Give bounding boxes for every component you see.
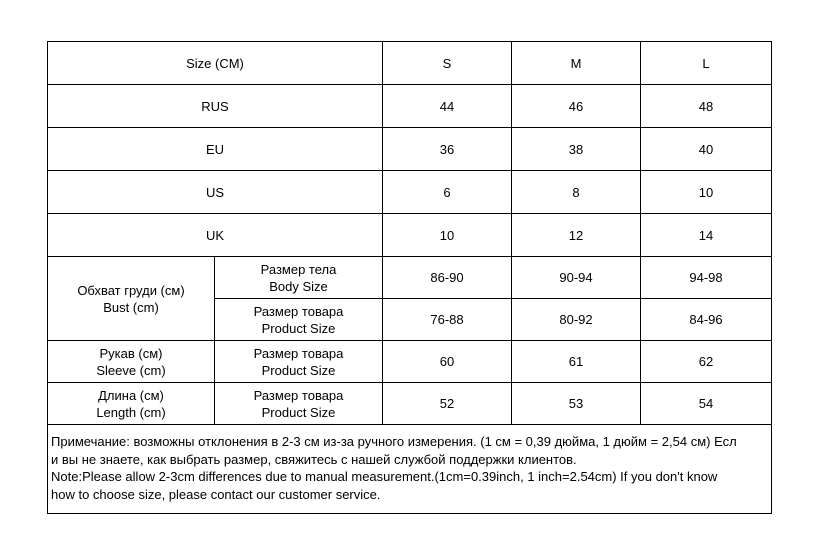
table-row-bust-body (48, 257, 772, 299)
length-label-en: Length (cm) (96, 404, 166, 420)
cell-eu-l: 40 (641, 128, 772, 171)
cell-eu-m: 38 (512, 128, 641, 171)
cell-rus-m: 46 (512, 85, 641, 128)
sleeve-product-size-label (215, 341, 383, 383)
cell-bust-body-l: 94-98 (641, 257, 772, 299)
cell-rus-s: 44 (383, 85, 512, 128)
row-label-eu: EU (48, 128, 383, 171)
cell-eu-s: 36 (383, 128, 512, 171)
cell-bust-body-s: 86-90 (383, 257, 512, 299)
table-row-eu (48, 128, 772, 171)
table-row-note (48, 425, 772, 514)
size-chart-table (47, 41, 772, 514)
sub-label-ru: Размер товара (253, 303, 344, 319)
cell-sleeve-l: 62 (641, 341, 772, 383)
sleeve-label (48, 341, 215, 383)
bust-product-size-label (215, 299, 383, 341)
note-line-3: Note:Please allow 2-3cm differences due to manual measurement.(1cm=0.39inch, 1 inch=2.54cm) If you don't know (51, 469, 718, 484)
cell-rus-l: 48 (641, 85, 772, 128)
bust-label-en: Bust (cm) (103, 299, 159, 315)
cell-us-m: 8 (512, 171, 641, 214)
table-row-rus (48, 85, 772, 128)
sub-label-en: Body Size (269, 278, 328, 294)
note-line-4: how to choose size, please contact our customer service. (51, 486, 381, 502)
bust-label (48, 257, 215, 341)
cell-length-s: 52 (383, 383, 512, 425)
sleeve-label-ru: Рукав (см) (99, 345, 163, 361)
cell-bust-product-m: 80-92 (512, 299, 641, 341)
size-header-label: Size (CM) (48, 42, 383, 85)
cell-sleeve-m: 61 (512, 341, 641, 383)
cell-us-l: 10 (641, 171, 772, 214)
header-row (48, 42, 772, 85)
sub-label-ru: Размер товара (253, 345, 344, 361)
cell-length-m: 53 (512, 383, 641, 425)
cell-uk-s: 10 (383, 214, 512, 257)
length-label-ru: Длина (см) (98, 387, 164, 403)
cell-length-l: 54 (641, 383, 772, 425)
row-label-us: US (48, 171, 383, 214)
row-label-rus: RUS (48, 85, 383, 128)
bust-label-ru: Обхват груди (см) (77, 282, 185, 298)
sub-label-en: Product Size (261, 362, 336, 378)
table-row-uk (48, 214, 772, 257)
note-line-2: и вы не знаете, как выбрать размер, свяжитесь с нашей службой поддержки клиентов. (51, 451, 577, 467)
bust-body-size-label (215, 257, 383, 299)
cell-bust-body-m: 90-94 (512, 257, 641, 299)
cell-us-s: 6 (383, 171, 512, 214)
table-row-us (48, 171, 772, 214)
length-label (48, 383, 215, 425)
cell-bust-product-s: 76-88 (383, 299, 512, 341)
cell-sleeve-s: 60 (383, 341, 512, 383)
sub-label-ru: Размер тела (260, 261, 337, 277)
size-l-header: L (641, 42, 772, 85)
cell-bust-product-l: 84-96 (641, 299, 772, 341)
length-product-size-label (215, 383, 383, 425)
sub-label-en: Product Size (261, 404, 336, 420)
sub-label-ru: Размер товара (253, 387, 344, 403)
size-m-header: M (512, 42, 641, 85)
note-line-1: Примечание: возможны отклонения в 2-3 см из-за ручного измерения. (1 см = 0,39 дюйма, 1 дюйм = 2,54 см) Есл (51, 434, 737, 449)
table-row-length (48, 383, 772, 425)
measurement-note (48, 425, 772, 514)
sleeve-label-en: Sleeve (cm) (96, 362, 166, 378)
row-label-uk: UK (48, 214, 383, 257)
size-s-header: S (383, 42, 512, 85)
cell-uk-l: 14 (641, 214, 772, 257)
table-row-sleeve (48, 341, 772, 383)
cell-uk-m: 12 (512, 214, 641, 257)
sub-label-en: Product Size (261, 320, 336, 336)
